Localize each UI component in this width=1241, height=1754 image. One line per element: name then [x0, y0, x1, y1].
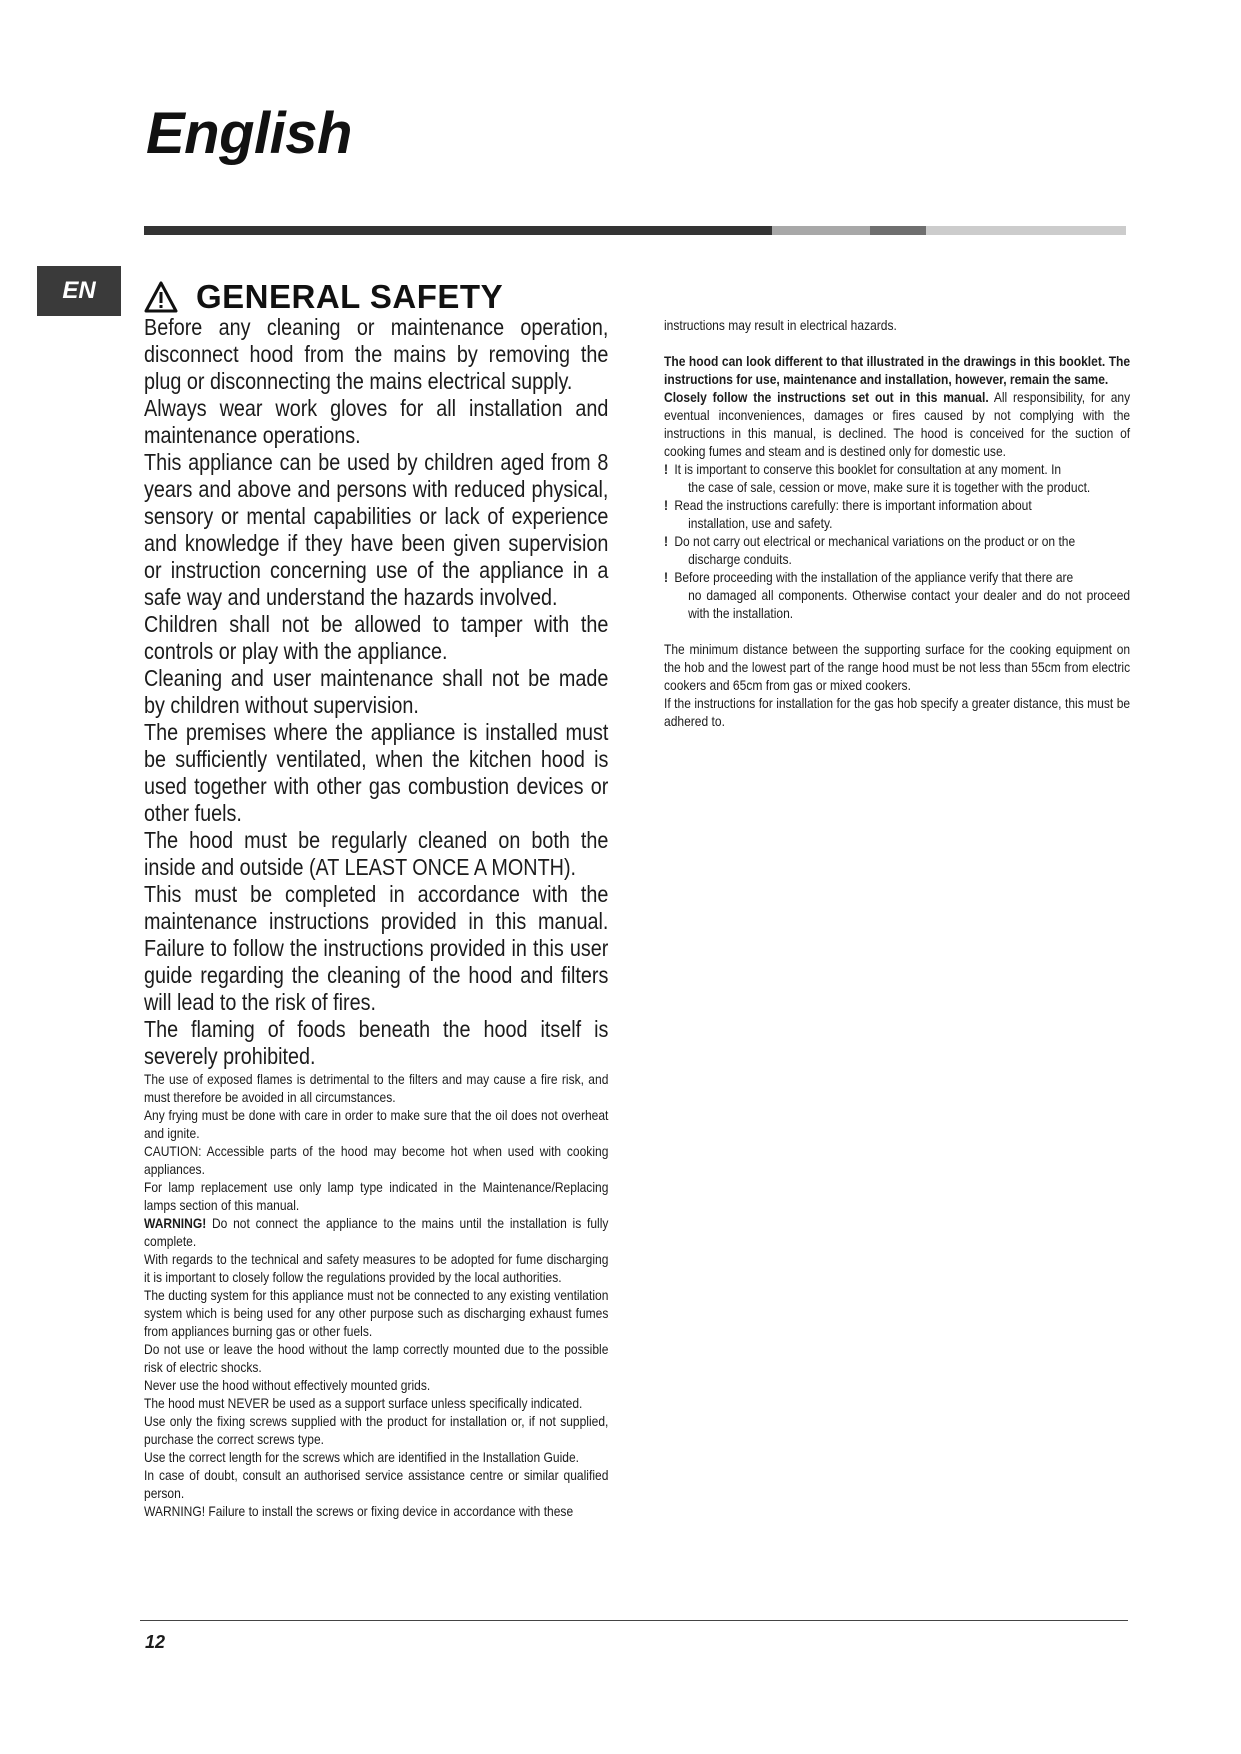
header-bar-accent [870, 226, 926, 235]
safety-paragraph: Children shall not be allowed to tamper with the controls or play with the appliance. [144, 611, 609, 664]
safety-note: The hood must NEVER be used as a support surface unless specifically indicated. [144, 1395, 583, 1411]
safety-paragraph: This must be completed in accordance with the maintenance instructions provided in this manual. Failure to follow the instructions provided in this user guide regarding the cleaning of the hood and filters will lead to the risk of fires. [144, 881, 609, 1015]
footer-rule [140, 1620, 1128, 1621]
safety-note: WARNING! Failure to install the screws or fixing device in accordance with these [144, 1503, 574, 1519]
section-title: GENERAL SAFETY [196, 278, 504, 315]
bang-item [664, 568, 1130, 622]
safety-paragraph: The flaming of foods beneath the hood itself is severely prohibited. [144, 1016, 609, 1069]
exclamation-icon: ! [664, 461, 669, 477]
bang-item [664, 532, 1130, 568]
bang-item [664, 496, 1130, 532]
safety-paragraph: Before any cleaning or maintenance operation, disconnect hood from the mains by removing the plug or disconnecting the mains electrical supply. [144, 314, 609, 394]
safety-paragraph: Cleaning and user maintenance shall not be made by children without supervision. [144, 665, 609, 718]
warning-triangle-icon [144, 281, 178, 313]
header-bar-light [926, 226, 1126, 235]
distance-note: If the instructions for installation for the gas hob specify a greater distance, this must be adhered to. [664, 695, 1131, 729]
bang-text: It is important to conserve this booklet for consultation at any moment. In [674, 461, 1062, 477]
warning-note [144, 1214, 608, 1250]
responsibility-text: All responsibility, for any eventual inconveniences, damages or fires caused by not complying with the instructions in this manual, is declined. The hood is conceived for the suction of cooking fumes and steam and is destined only for domestic use. [664, 389, 1131, 459]
bang-text-cont: no damaged all components. Otherwise contact your dealer and do not proceed with the installation. [688, 587, 1131, 621]
safety-note: CAUTION: Accessible parts of the hood may become hot when used with cooking appliances. [144, 1143, 609, 1177]
illustration-note [664, 352, 1130, 388]
responsibility-note [664, 388, 1130, 460]
safety-paragraph: Always wear work gloves for all installation and maintenance operations. [144, 395, 609, 448]
safety-paragraph: This appliance can be used by children aged from 8 years and above and persons with reduced physical, sensory or mental capabilities or lack of experience and knowledge if they have been given supervision or instruction concerning use of the appliance in a safe way and understand the hazards involved. [144, 449, 609, 610]
continuation-text: instructions may result in electrical hazards. [664, 317, 897, 333]
distance-note: The minimum distance between the supporting surface for the cooking equipment on the hob and the lowest part of the range hood must be not less than 55cm from electric cookers and 65cm from gas or mixed cookers. [664, 641, 1131, 693]
header-bar-dark [144, 226, 772, 235]
exclamation-icon: ! [664, 533, 669, 549]
warning-label: WARNING! [144, 1215, 207, 1231]
safety-note: Never use the hood without effectively mounted grids. [144, 1377, 431, 1393]
safety-note: Any frying must be done with care in order to make sure that the oil does not overheat and ignite. [144, 1107, 609, 1141]
safety-note: The use of exposed flames is detrimental to the filters and may cause a fire risk, and must therefore be avoided in all circumstances. [144, 1071, 609, 1105]
bang-text: Before proceeding with the installation of the appliance verify that there are [674, 569, 1074, 585]
safety-paragraph: The premises where the appliance is installed must be sufficiently ventilated, when the kitchen hood is used together with other gas combustion devices or other fuels. [144, 719, 609, 826]
safety-note: Do not use or leave the hood without the lamp correctly mounted due to the possible risk of electric shocks. [144, 1341, 609, 1375]
bang-text: Do not carry out electrical or mechanical variations on the product or on the [674, 533, 1076, 549]
safety-note: In case of doubt, consult an authorised service assistance centre or similar qualified person. [144, 1467, 609, 1501]
safety-note: Use only the fixing screws supplied with the product for installation or, if not supplied, purchase the correct screws type. [144, 1413, 609, 1447]
section-heading [144, 278, 503, 316]
exclamation-icon: ! [664, 569, 669, 585]
warning-text: Do not connect the appliance to the mains until the installation is fully complete. [144, 1215, 609, 1249]
illustration-note-text: The hood can look different to that illustrated in the drawings in this booklet. The instructions for use, maintenance and installation, however, remain the same. [664, 353, 1131, 387]
language-tab: EN [37, 266, 121, 316]
safety-note: For lamp replacement use only lamp type indicated in the Maintenance/Replacing lamps section of this manual. [144, 1179, 609, 1213]
left-column [144, 314, 608, 1520]
bang-text: Read the instructions carefully: there is important information about [674, 497, 1032, 513]
exclamation-icon: ! [664, 497, 669, 513]
safety-note: With regards to the technical and safety measures to be adopted for fume discharging it is important to closely follow the regulations provided by the local authorities. [144, 1251, 609, 1285]
bang-text-cont: the case of sale, cession or move, make sure it is together with the product. [688, 479, 1091, 495]
safety-note: The ducting system for this appliance must not be connected to any existing ventilation system which is being used for any other purpose such as discharging exhaust fumes from appliances burning gas or other fuels. [144, 1287, 609, 1339]
page-title: English [146, 101, 352, 166]
page-number: 12 [145, 1632, 166, 1652]
right-column [664, 316, 1130, 730]
bang-text-cont: discharge conduits. [688, 551, 792, 567]
safety-note: Use the correct length for the screws which are identified in the Installation Guide. [144, 1449, 580, 1465]
bang-item [664, 460, 1130, 496]
safety-paragraph: The hood must be regularly cleaned on both the inside and outside (AT LEAST ONCE A MONTH). [144, 827, 609, 880]
responsibility-bold: Closely follow the instructions set out in this manual. [664, 389, 989, 405]
bang-text-cont: installation, use and safety. [688, 515, 833, 531]
header-bar-mid [772, 226, 870, 235]
